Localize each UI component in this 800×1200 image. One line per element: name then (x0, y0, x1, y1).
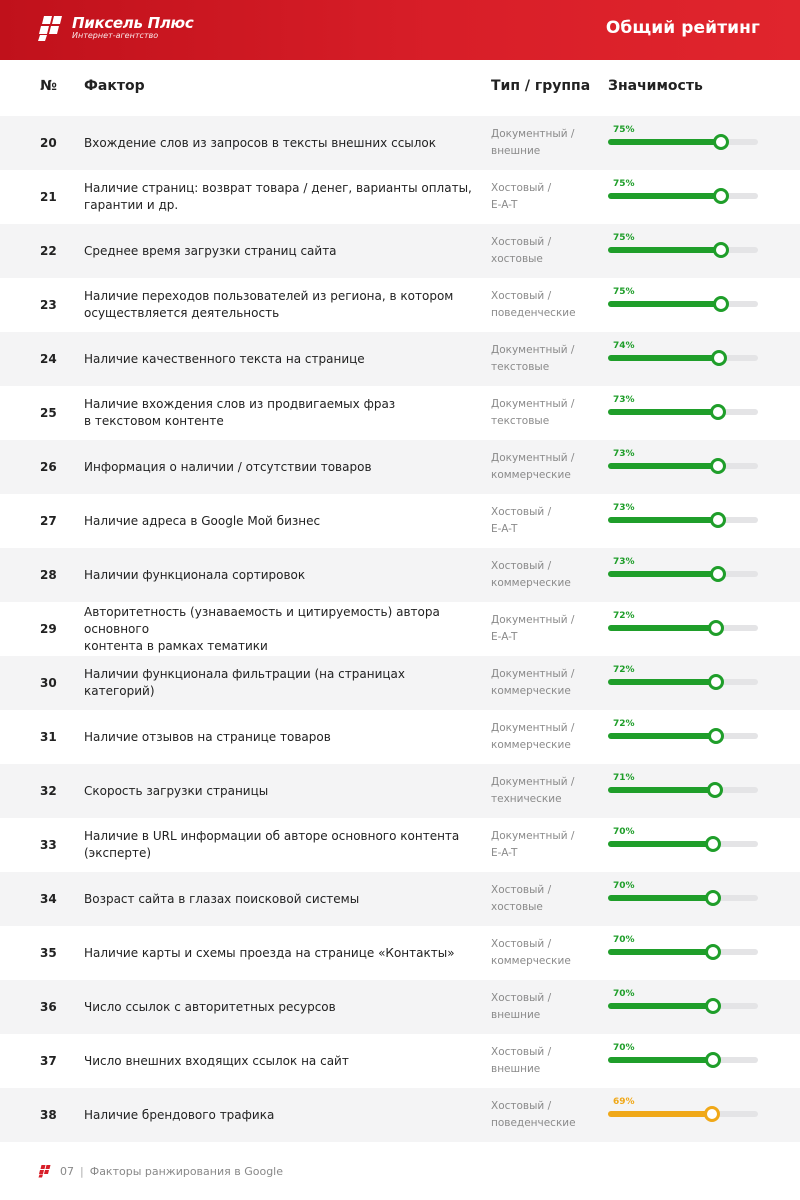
significance-knob-icon (708, 728, 724, 744)
significance-knob-icon (711, 350, 727, 366)
significance-bar (608, 926, 758, 980)
row-number: 37 (40, 1054, 57, 1068)
significance-bar (608, 602, 758, 656)
row-number: 26 (40, 460, 57, 474)
row-type-group: Документный / коммерческие (491, 452, 575, 481)
column-header-type: Тип / группа (491, 78, 591, 94)
significance-fill (608, 949, 713, 955)
significance-fill (608, 625, 716, 631)
row-factor: Наличии функционала сортировок (84, 567, 306, 582)
significance-fill (608, 787, 715, 793)
table-row (0, 980, 800, 1034)
row-number: 33 (40, 838, 57, 852)
row-number: 23 (40, 298, 57, 312)
column-header-significance: Значимость (608, 78, 703, 94)
table-row (0, 440, 800, 494)
table-row (0, 656, 800, 710)
row-factor: Наличие страниц: возврат товара / денег, варианты оплаты, гарантии и др. (84, 181, 472, 212)
significance-percent: 70% (613, 881, 635, 891)
row-type-group: Документный / E-A-T (491, 614, 575, 643)
significance-bar (608, 872, 758, 926)
significance-fill (608, 571, 718, 577)
significance-track (608, 1057, 758, 1063)
significance-bar (608, 656, 758, 710)
table-row (0, 818, 800, 872)
significance-knob-icon (708, 674, 724, 690)
significance-bar (608, 548, 758, 602)
significance-percent: 75% (613, 233, 635, 243)
row-factor: Наличие отзывов на странице товаров (84, 729, 331, 744)
significance-knob-icon (705, 944, 721, 960)
significance-percent: 75% (613, 287, 635, 297)
row-factor: Информация о наличии / отсутствии товаров (84, 459, 372, 474)
significance-percent: 73% (613, 557, 635, 567)
significance-percent: 71% (613, 773, 635, 783)
table-row (0, 602, 800, 656)
significance-percent: 69% (613, 1097, 635, 1107)
significance-bar (608, 278, 758, 332)
significance-bar (608, 1034, 758, 1088)
row-type-group: Документный / E-A-T (491, 830, 575, 859)
row-type-group: Хостовый / поведенческие (491, 1100, 576, 1129)
row-factor: Наличие в URL информации об авторе основного контента (эксперте) (84, 829, 460, 860)
significance-percent: 72% (613, 665, 635, 675)
row-type-group: Хостовый / коммерческие (491, 560, 571, 589)
row-factor: Скорость загрузки страницы (84, 783, 269, 798)
table-row (0, 926, 800, 980)
row-number: 24 (40, 352, 57, 366)
pixel-plus-logo-icon (38, 1164, 52, 1178)
significance-fill (608, 193, 721, 199)
significance-fill (608, 1003, 713, 1009)
page-footer (38, 1164, 283, 1178)
significance-fill (608, 301, 721, 307)
significance-knob-icon (713, 188, 729, 204)
ranking-table (0, 116, 800, 1142)
table-row (0, 872, 800, 926)
row-type-group: Документный / технические (491, 776, 575, 805)
row-type-group: Документный / коммерческие (491, 722, 575, 751)
row-type-group: Документный / внешние (491, 128, 575, 157)
significance-knob-icon (707, 782, 723, 798)
row-number: 20 (40, 136, 57, 150)
significance-knob-icon (710, 566, 726, 582)
table-row (0, 170, 800, 224)
row-factor: Вхождение слов из запросов в тексты внешних ссылок (84, 135, 437, 150)
significance-bar (608, 764, 758, 818)
significance-percent: 70% (613, 935, 635, 945)
table-row (0, 548, 800, 602)
significance-fill (608, 679, 716, 685)
row-factor: Возраст сайта в глазах поисковой системы (84, 891, 360, 906)
row-type-group: Хостовый / внешние (491, 992, 552, 1021)
column-header-number: № (40, 78, 57, 94)
significance-fill (608, 733, 716, 739)
row-factor: Наличие брендового трафика (84, 1107, 275, 1122)
significance-fill (608, 409, 718, 415)
row-number: 35 (40, 946, 57, 960)
table-row (0, 116, 800, 170)
row-factor: Авторитетность (узнаваемость и цитируемость) автора основного контента в рамках тематики (84, 604, 440, 653)
row-number: 31 (40, 730, 57, 744)
row-factor: Среднее время загрузки страниц сайта (84, 243, 337, 258)
brand-logo[interactable] (38, 14, 193, 42)
table-row (0, 278, 800, 332)
significance-knob-icon (713, 296, 729, 312)
significance-bar (608, 1088, 758, 1142)
significance-track (608, 409, 758, 415)
significance-knob-icon (708, 620, 724, 636)
significance-fill (608, 1057, 713, 1063)
row-type-group: Хостовый / хостовые (491, 884, 552, 913)
significance-track (608, 517, 758, 523)
significance-percent: 70% (613, 1043, 635, 1053)
significance-bar (608, 710, 758, 764)
significance-percent: 73% (613, 449, 635, 459)
significance-knob-icon (713, 242, 729, 258)
significance-track (608, 193, 758, 199)
row-number: 28 (40, 568, 57, 582)
significance-fill (608, 463, 718, 469)
significance-bar (608, 224, 758, 278)
significance-track (608, 571, 758, 577)
row-number: 38 (40, 1108, 57, 1122)
significance-fill (608, 247, 721, 253)
row-type-group: Хостовый / коммерческие (491, 938, 571, 967)
significance-percent: 70% (613, 989, 635, 999)
table-row (0, 224, 800, 278)
column-header-factor: Фактор (84, 78, 145, 94)
row-type-group: Хостовый / поведенческие (491, 290, 576, 319)
significance-bar (608, 116, 758, 170)
significance-percent: 72% (613, 611, 635, 621)
significance-fill (608, 841, 713, 847)
significance-knob-icon (705, 890, 721, 906)
significance-percent: 70% (613, 827, 635, 837)
significance-knob-icon (705, 1052, 721, 1068)
significance-track (608, 787, 758, 793)
row-number: 22 (40, 244, 57, 258)
significance-track (608, 625, 758, 631)
table-row (0, 710, 800, 764)
significance-percent: 75% (613, 125, 635, 135)
significance-knob-icon (705, 998, 721, 1014)
significance-track (608, 949, 758, 955)
significance-fill (608, 895, 713, 901)
significance-bar (608, 386, 758, 440)
footer-title: Факторы ранжирования в Google (89, 1164, 284, 1178)
significance-bar (608, 818, 758, 872)
row-number: 34 (40, 892, 57, 906)
significance-percent: 75% (613, 179, 635, 189)
significance-knob-icon (710, 458, 726, 474)
brand-tagline: Интернет-агентство (72, 31, 159, 40)
significance-percent: 72% (613, 719, 635, 729)
significance-track (608, 301, 758, 307)
significance-knob-icon (710, 404, 726, 420)
significance-bar (608, 440, 758, 494)
table-row (0, 332, 800, 386)
significance-track (608, 679, 758, 685)
significance-fill (608, 517, 718, 523)
row-number: 36 (40, 1000, 57, 1014)
table-row (0, 764, 800, 818)
significance-knob-icon (713, 134, 729, 150)
significance-track (608, 733, 758, 739)
significance-track (608, 841, 758, 847)
footer-separator: | (80, 1164, 84, 1178)
brand-name: Пиксель Плюс (72, 14, 194, 32)
row-number: 21 (40, 190, 57, 204)
significance-track (608, 1111, 758, 1117)
table-row (0, 1034, 800, 1088)
row-type-group: Документный / текстовые (491, 398, 575, 427)
row-factor: Наличии функционала фильтрации (на страницах категорий) (84, 667, 406, 698)
page-header (0, 0, 800, 60)
significance-track (608, 247, 758, 253)
significance-track (608, 1003, 758, 1009)
row-number: 30 (40, 676, 57, 690)
significance-bar (608, 494, 758, 548)
row-type-group: Документный / коммерческие (491, 668, 575, 697)
row-type-group: Хостовый / хостовые (491, 236, 552, 265)
row-number: 25 (40, 406, 57, 420)
significance-track (608, 355, 758, 361)
row-type-group: Хостовый / E-A-T (491, 182, 552, 211)
page-number: 07 (60, 1164, 74, 1178)
significance-bar (608, 332, 758, 386)
significance-bar (608, 980, 758, 1034)
significance-bar (608, 170, 758, 224)
row-type-group: Хостовый / E-A-T (491, 506, 552, 535)
row-factor: Число ссылок с авторитетных ресурсов (84, 999, 336, 1014)
row-factor: Число внешних входящих ссылок на сайт (84, 1053, 349, 1068)
row-factor: Наличие карты и схемы проезда на странице «Контакты» (84, 945, 455, 960)
significance-fill (608, 1111, 712, 1117)
row-type-group: Хостовый / внешние (491, 1046, 552, 1075)
significance-fill (608, 355, 719, 361)
row-factor: Наличие качественного текста на странице (84, 351, 365, 366)
significance-percent: 73% (613, 395, 635, 405)
row-factor: Наличие вхождения слов из продвигаемых фраз в текстовом контенте (84, 397, 396, 428)
pixel-plus-logo-icon (38, 14, 64, 42)
significance-knob-icon (710, 512, 726, 528)
row-number: 27 (40, 514, 57, 528)
row-factor: Наличие адреса в Google Мой бизнес (84, 513, 321, 528)
significance-knob-icon (705, 836, 721, 852)
significance-track (608, 139, 758, 145)
row-type-group: Документный / текстовые (491, 344, 575, 373)
significance-knob-icon (704, 1106, 720, 1122)
significance-track (608, 463, 758, 469)
significance-track (608, 895, 758, 901)
significance-percent: 73% (613, 503, 635, 513)
row-number: 32 (40, 784, 57, 798)
row-number: 29 (40, 622, 57, 636)
row-factor: Наличие переходов пользователей из региона, в котором осуществляется деятельность (84, 289, 454, 320)
page-title: Общий рейтинг (605, 18, 760, 38)
table-row (0, 386, 800, 440)
table-row (0, 494, 800, 548)
significance-percent: 74% (613, 341, 635, 351)
table-row (0, 1088, 800, 1142)
significance-fill (608, 139, 721, 145)
